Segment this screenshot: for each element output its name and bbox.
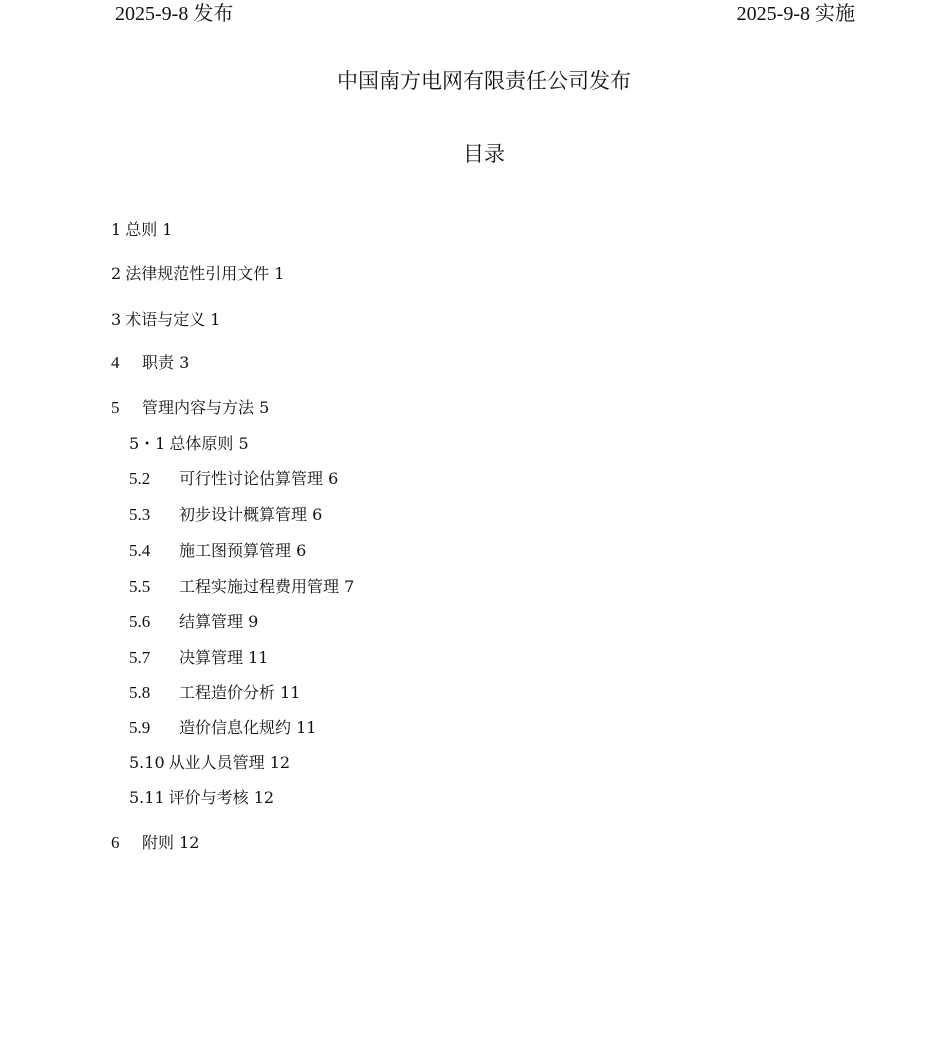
toc-entry[interactable]	[129, 683, 300, 703]
toc-entry[interactable]	[111, 833, 199, 853]
toc-entry-number: 5.10	[129, 753, 165, 772]
toc-entry-text: 工程实施过程费用管理 7	[179, 577, 355, 596]
toc-entry[interactable]	[111, 220, 172, 240]
toc-entry[interactable]	[129, 541, 306, 561]
toc-entry-number: 5.4	[129, 541, 151, 560]
toc-entry-number: 5.7	[129, 648, 151, 667]
toc-entry-text: 造价信息化规约 11	[179, 718, 317, 737]
toc-entry-number: 4	[111, 353, 120, 372]
toc-entry[interactable]	[129, 434, 249, 454]
toc-entry-number: 5.9	[129, 718, 151, 737]
toc-entry[interactable]	[129, 788, 274, 808]
toc-entry-text: 管理内容与方法 5	[142, 398, 270, 417]
toc-entry-text: 总则 1	[125, 220, 173, 239]
toc-entry[interactable]	[129, 505, 322, 525]
toc-entry[interactable]	[129, 648, 268, 668]
toc-entry[interactable]	[129, 612, 258, 632]
toc-entry-text: 法律规范性引用文件 1	[125, 264, 285, 283]
toc-title: 目录	[463, 142, 505, 166]
toc-entry-number: 5.11	[129, 788, 165, 807]
toc-entry-number: 6	[111, 833, 120, 852]
toc-entry[interactable]	[129, 753, 290, 773]
toc-entry-number: 5・1	[129, 434, 166, 453]
toc-entry-text: 评价与考核 12	[168, 788, 275, 807]
toc-entry[interactable]	[111, 398, 269, 418]
toc-entry-text: 决算管理 11	[179, 648, 269, 667]
toc-entry-text: 职责 3	[142, 353, 190, 372]
toc-entry[interactable]	[129, 577, 354, 597]
toc-entry-text: 初步设计概算管理 6	[179, 505, 323, 524]
toc-entry-text: 可行性讨论估算管理 6	[179, 469, 339, 488]
toc-entry-text: 工程造价分析 11	[179, 683, 301, 702]
toc-entry-text: 结算管理 9	[179, 612, 259, 631]
toc-entry-text: 从业人员管理 12	[168, 753, 291, 772]
toc-entry-text: 附则 12	[142, 833, 200, 852]
toc-entry-number: 3	[111, 310, 122, 329]
toc-entry[interactable]	[111, 310, 220, 330]
toc-entry[interactable]	[129, 469, 338, 489]
toc-entry[interactable]	[111, 353, 189, 373]
toc-entry-text: 术语与定义 1	[125, 310, 221, 329]
effective-date: 2025-9-8 实施	[736, 3, 855, 25]
toc-entry-number: 5.5	[129, 577, 151, 596]
toc-entry-text: 总体原则 5	[169, 434, 249, 453]
toc-entry[interactable]	[129, 718, 316, 738]
toc-entry-number: 5.8	[129, 683, 151, 702]
toc-entry-number: 1	[111, 220, 122, 239]
toc-entry-number: 2	[111, 264, 122, 283]
toc-entry-number: 5	[111, 398, 120, 417]
publisher-line: 中国南方电网有限责任公司发布	[337, 69, 631, 93]
toc-entry[interactable]	[111, 264, 284, 284]
toc-entry-text: 施工图预算管理 6	[179, 541, 307, 560]
toc-entry-number: 5.6	[129, 612, 151, 631]
publish-date: 2025-9-8 发布	[115, 3, 234, 25]
toc-entry-number: 5.2	[129, 469, 151, 488]
toc-entry-number: 5.3	[129, 505, 151, 524]
